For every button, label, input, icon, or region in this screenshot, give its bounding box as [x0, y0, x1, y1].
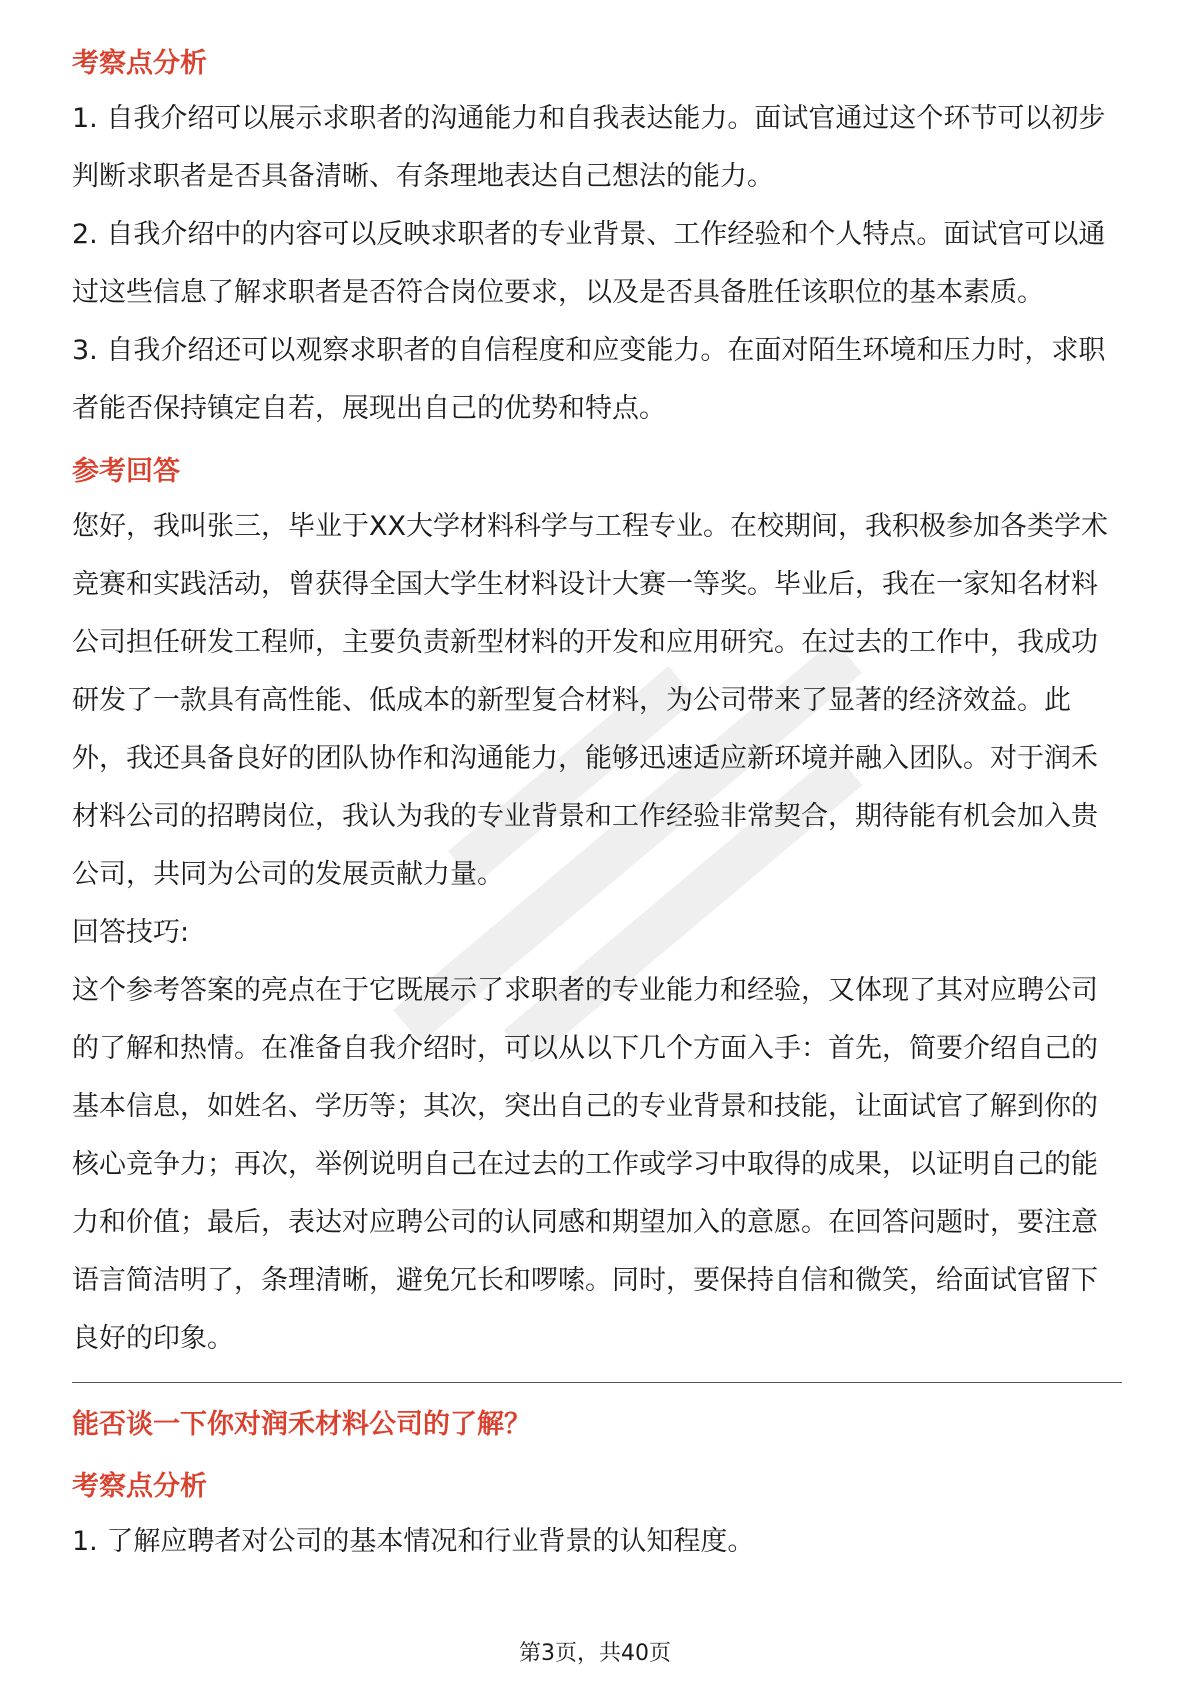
page-footer: 第3页，共40页 [519, 1641, 671, 1666]
analysis-item: 2. 自我介绍中的内容可以反映求职者的专业背景、工作经验和个人特点。面试官可以通过这些信息了解求职者是否符合岗位要求，以及是否具备胜任该职位的基本素质。 [72, 219, 1106, 308]
analysis-heading-2: 考察点分析 [72, 1471, 207, 1502]
answer-heading: 参考回答 [72, 456, 180, 487]
answer-text: 您好，我叫张三，毕业于XX大学材料科学与工程专业。在校期间，我积极参加各类学术竞赛和实践活动，曾获得全国大学生材料设计大赛一等奖。毕业后，我在一家知名材料公司担任研发工程师，主要负责新型材料的开发和应用研究。在过去的工作中，我成功研发了一款具有高性能、低成本的新型复合材料，为公司带来了显著的经济效益。此外，我还具备良好的团队协作和沟通能力，能够迅速适应新环境并融入团队。对于润禾材料公司的招聘岗位，我认为我的专业背景和工作经验非常契合，期待能有机会加入贵公司，共同为公司的发展贡献力量。 [72, 511, 1108, 890]
question-title: 能否谈一下你对润禾材料公司的了解？ [72, 1409, 531, 1440]
analysis-item: 1. 自我介绍可以展示求职者的沟通能力和自我表达能力。面试官通过这个环节可以初步判断求职者是否具备清晰、有条理地表达自己想法的能力。 [72, 103, 1106, 192]
document-page [72, 44, 1122, 1571]
tips-label: 回答技巧: [72, 917, 190, 948]
analysis-item: 1. 了解应聘者对公司的基本情况和行业背景的认知程度。 [72, 1526, 755, 1557]
analysis-heading: 考察点分析 [72, 48, 207, 79]
analysis-item: 3. 自我介绍还可以观察求职者的自信程度和应变能力。在面对陌生环境和压力时，求职者能否保持镇定自若，展现出自己的优势和特点。 [72, 335, 1106, 424]
tips-text: 这个参考答案的亮点在于它既展示了求职者的专业能力和经验，又体现了其对应聘公司的了解和热情。在准备自我介绍时，可以从以下几个方面入手：首先，简要介绍自己的基本信息，如姓名、学历等；其次，突出自己的专业背景和技能，让面试官了解到你的核心竞争力；再次，举例说明自己在过去的工作或学习中取得的成果，以证明自己的能力和价值；最后，表达对应聘公司的认同感和期望加入的意愿。在回答问题时，要注意语言简洁明了，条理清晰，避免冗长和啰嗦。同时，要保持自信和微笑，给面试官留下良好的印象。 [72, 975, 1098, 1354]
section-divider [72, 1382, 1122, 1383]
